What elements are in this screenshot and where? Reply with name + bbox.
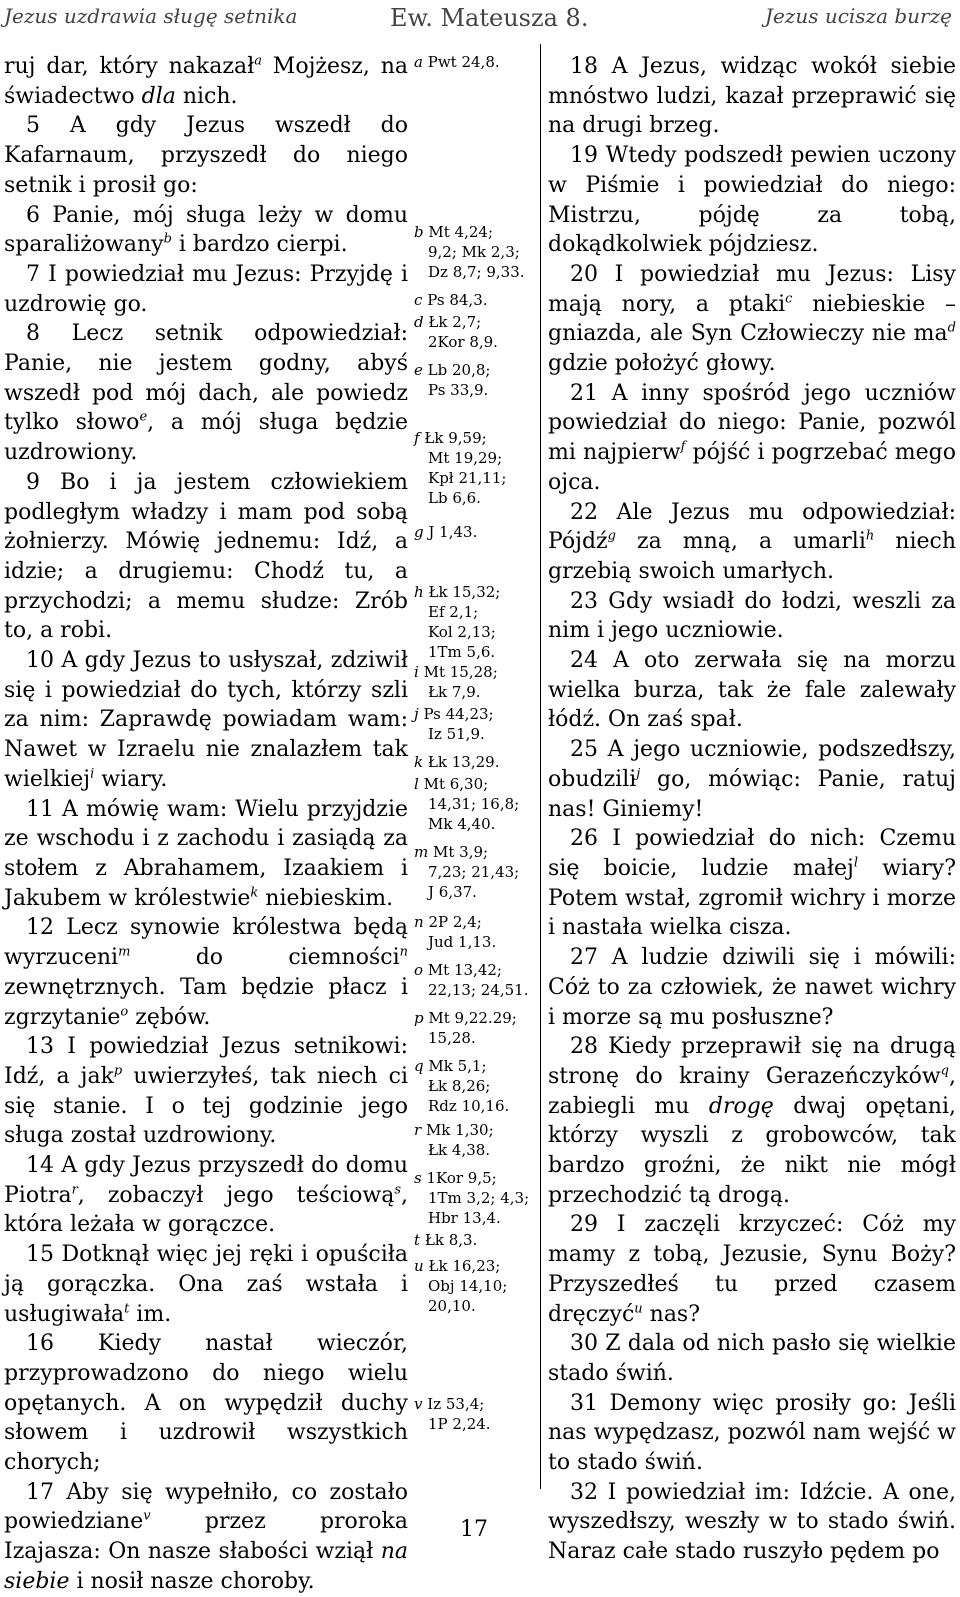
right-text-column [548,52,956,1567]
reference-text: Ps 33,9. [428,381,489,399]
reference-text: Mt 9,22.29; [428,1009,517,1027]
reference-text: J 1,43. [428,523,478,541]
reference-text: Łk 15,32; [428,583,501,601]
reference-letter: p [414,1009,424,1027]
reference-text: Mk 5,1; [428,1057,487,1075]
verse-paragraph: 7 I powiedział mu Jezus: Przyjdę i uzdrowię go. [4,261,408,317]
cross-reference [414,1230,536,1250]
verse-paragraph: 24 A oto zerwała się na morzu wielka burza, tak że fale zalewały łódź. On zaś spał. [548,648,956,733]
cross-reference [414,1008,536,1048]
reference-text: Iz 53,4; [427,1395,485,1413]
cross-reference [414,842,536,902]
left-text-column [4,52,408,1597]
reference-text: Łk 7,9. [428,683,481,701]
verse-paragraph: 6 Panie, mój sługa leży w domu sparaliżowany$^b$ i bardzo cierpi. [4,202,408,258]
reference-text: Hbr 13,4. [428,1209,501,1227]
reference-text: 1Tm 5,6. [428,643,496,661]
verse-paragraph: 19 Wtedy podszedł pewien uczony w Piśmie i powiedział do niego: Mistrzu, pójdę za tobą, dokądkolwiek pójdziesz. [548,143,956,258]
reference-text: Mt 19,29; [428,449,503,467]
verse-paragraph: 18 A Jezus, widząc wokół siebie mnóstwo ludzi, kazał przeprawić się na drugi brzeg. [548,54,956,139]
header-left-title: Jezus uzdrawia sługę setnika [4,4,298,28]
verse-paragraph: 30 Z dala od nich pasło się wielkie stado świń. [548,1331,956,1386]
verse-paragraph: 14 A gdy Jezus przyszedł do domu Piotra$^r$, zobaczył jego teściową$^s$, która leżała w gorączce. [4,1153,408,1238]
verse-paragraph: 10 A gdy Jezus to usłyszał, zdziwił się i powiedział do tych, którzy szli za nim: Zaprawdę powiadam wam: Nawet w Izraelu nie znalazłem tak wielkiej$^i$ wiary. [4,648,408,792]
header-book-chapter: Ew. Mateusza 8. [390,4,589,32]
running-header [0,0,960,40]
reference-text: Pwt 24,8. [427,53,500,71]
reference-text: Mk 4,40. [428,815,496,833]
reference-text: Obj 14,10; [428,1277,508,1295]
reference-letter: s [414,1169,422,1187]
reference-text: 2Kor 8,9. [428,333,498,351]
reference-letter: a [414,53,423,71]
reference-letter: l [414,775,419,793]
reference-letter: g [414,523,424,541]
reference-letter: v [414,1395,423,1413]
reference-letter: n [414,913,424,931]
reference-letter: h [414,583,424,601]
verse-paragraph: 25 A jego uczniowie, podszedłszy, obudzili$^j$ go, mówiąc: Panie, ratuj nas! Giniemy! [548,737,956,822]
reference-text: Łk 4,38. [428,1141,491,1159]
reference-text: Łk 2,7; [428,313,482,331]
reference-text: 14,31; 16,8; [428,795,520,813]
verse-paragraph: 22 Ale Jezus mu odpowiedział: Pójdź$^g$ za mną, a umarli$^h$ niech grzebią swoich umarłych. [548,499,956,584]
verse-paragraph: 31 Demony więc prosiły go: Jeśli nas wypędzasz, pozwól nam wejść w to stado świń. [548,1390,956,1476]
reference-text: Łk 9,59; [424,429,487,447]
cross-reference [414,912,536,952]
reference-text: 1Tm 3,2; 4,3; [428,1189,530,1207]
verse-paragraph: 27 A ludzie dziwili się i mówili: Cóż to za człowiek, że nawet wichry i morze są mu posłuszne? [548,945,956,1030]
cross-reference [414,290,536,310]
reference-text: Łk 8,26; [428,1077,491,1095]
reference-letter: b [414,223,424,241]
reference-text: Ps 44,23; [423,705,494,723]
reference-letter: u [414,1257,424,1275]
verse-paragraph: 28 Kiedy przeprawił się na drugą stronę do krainy Gerazeńczyków$^q$, zabiegli mu drogę dwaj opętani, którzy wyszli z grobowców, tak bardzo groźni, że nikt nie mógł przechodzić tą drogą. [548,1034,956,1208]
reference-text: Mt 15,28; [423,663,498,681]
cross-reference [414,960,536,1000]
verse-paragraph: 9 Bo i ja jestem człowiekiem podległym władzy i mam pod sobą żołnierzy. Mówię jednemu: Idź, a idzie; a drugiemu: Chodź tu, a przychodzi; a memu słudze: Zrób to, a robi. [4,469,408,644]
verse-paragraph: 11 A mówię wam: Wielu przyjdzie ze wschodu i z zachodu i zasiądą za stołem z Abrahamem, Izaakiem i Jakubem w królestwie$^k$ niebieskim. [4,796,408,911]
verse-paragraph: ruj dar, który nakazał$^a$ Mojżesz, na świadectwo dla nich. [4,53,408,109]
cross-reference [414,752,536,772]
verse-paragraph: 15 Dotknął więc jej ręki i opuściła ją gorączka. Ona zaś wstała i usługiwała$^t$ im. [4,1242,408,1327]
verse-paragraph: 16 Kiedy nastał wieczór, przyprowadzono do niego wielu opętanych. A on wypędził duchy słowem i uzdrowił wszystkich chorych; [4,1331,408,1476]
reference-letter: i [414,663,419,681]
reference-letter: c [414,291,423,309]
header-right-title: Jezus ucisza burzę [764,4,952,28]
reference-text: 7,23; 21,43; [428,863,520,881]
reference-text: Mt 4,24; [428,223,493,241]
reference-text: 9,2; Mk 2,3; [428,243,520,261]
cross-reference [414,222,536,282]
verse-paragraph: 29 I zaczęli krzyczeć: Cóż my mamy z tobą, Jezusie, Synu Boży? Przyszedłeś tu przed czasem dręczyć$^u$ nas? [548,1212,956,1327]
cross-reference [414,582,536,662]
reference-letter: k [414,753,424,771]
verse-paragraph: 23 Gdy wsiadł do łodzi, weszli za nim i jego uczniowie. [548,588,956,644]
reference-letter: d [414,313,424,331]
reference-text: Dz 8,7; 9,33. [428,263,525,281]
cross-reference [414,1056,536,1116]
verse-paragraph: 21 A inny spośród jego uczniów powiedział do niego: Panie, pozwól mi najpierw$^f$ pójść i pogrzebać mego ojca. [548,380,956,495]
cross-reference [414,774,536,834]
verse-paragraph: 32 I powiedział im: Idźcie. A one, wyszedłszy, weszły w to stado świń. Naraz całe stado ruszyło pędem po [548,1479,956,1565]
reference-text: Mt 3,9; [433,843,489,861]
page-number: 17 [460,1517,488,1542]
cross-reference [414,1168,536,1228]
reference-text: Mt 13,42; [427,961,502,979]
reference-text: Łk 16,23; [428,1257,501,1275]
verse-paragraph: 26 I powiedział do nich: Czemu się boicie, ludzie małej$^l$ wiary? Potem wstał, zgromił wichry i morze i nastała wielka cisza. [548,826,956,941]
reference-letter: j [414,705,419,723]
reference-text: 1P 2,24. [428,1415,491,1433]
reference-letter: t [414,1231,421,1249]
reference-text: Lb 20,8; [427,361,491,379]
reference-letter: o [414,961,424,979]
verse-paragraph: 8 Lecz setnik odpowiedział: Panie, nie jestem godny, abyś wszedł pod mój dach, ale powiedz tylko słowo$^e$, a mój sługa będzie uzdrowiony. [4,321,408,466]
reference-text: Lb 6,6. [428,489,481,507]
reference-text: Ef 2,1; [428,603,479,621]
reference-text: Rdz 10,16. [428,1097,510,1115]
reference-letter: q [414,1057,424,1075]
cross-reference [414,1120,536,1160]
cross-reference [414,704,536,744]
reference-letter: f [414,429,420,447]
cross-reference [414,1394,536,1434]
reference-text: Kpł 21,11; [428,469,507,487]
cross-reference [414,1256,536,1316]
reference-text: Iz 51,9. [428,725,485,743]
reference-text: Kol 2,13; [428,623,496,641]
verse-paragraph: 12 Lecz synowie królestwa będą wyrzuceni$^m$ do ciemności$^n$ zewnętrznych. Tam będzie płacz i zgrzytanie$^o$ zębów. [4,915,408,1030]
reference-text: 20,10. [428,1297,476,1315]
reference-text: Ps 84,3. [427,291,488,309]
reference-text: Mt 6,30; [423,775,489,793]
cross-reference [414,312,536,352]
reference-text: Mk 1,30; [425,1121,494,1139]
verse-paragraph: 17 Aby się wypełniło, co zostało powiedziane$^v$ przez proroka Izajasza: On nasze słabości wziął na siebie i nosił nasze choroby. [4,1479,408,1594]
cross-reference [414,52,536,72]
verse-paragraph: 20 I powiedział mu Jezus: Lisy mają nory, a ptaki$^c$ niebieskie – gniazda, ale Syn Człowieczy nie $ma^d$ gdzie położyć głowy. [548,261,956,377]
reference-text: Jud 1,13. [428,933,497,951]
reference-letter: r [414,1121,422,1139]
reference-letter: e [414,361,423,379]
reference-text: 1Kor 9,5; [426,1169,497,1187]
cross-reference [414,662,536,702]
reference-text: 22,13; 24,51. [428,981,529,999]
cross-reference [414,522,536,542]
column-divider [540,44,541,1489]
reference-text: 2P 2,4; [428,913,482,931]
verse-paragraph: 13 I powiedział Jezus setnikowi: Idź, a jak$^p$ uwierzyłeś, tak niech ci się stanie. I o tej godzinie jego sługa został uzdrowiony. [4,1034,408,1149]
reference-text: Łk 13,29. [427,753,500,771]
cross-reference [414,360,536,400]
reference-text: Łk 8,3. [424,1231,478,1249]
cross-reference [414,428,536,508]
verse-paragraph: 5 A gdy Jezus wszedł do Kafarnaum, przyszedł do niego setnik i prosił go: [4,113,408,198]
reference-text: J 6,37. [428,883,477,901]
reference-text: 15,28. [428,1029,476,1047]
reference-letter: m [414,843,429,861]
